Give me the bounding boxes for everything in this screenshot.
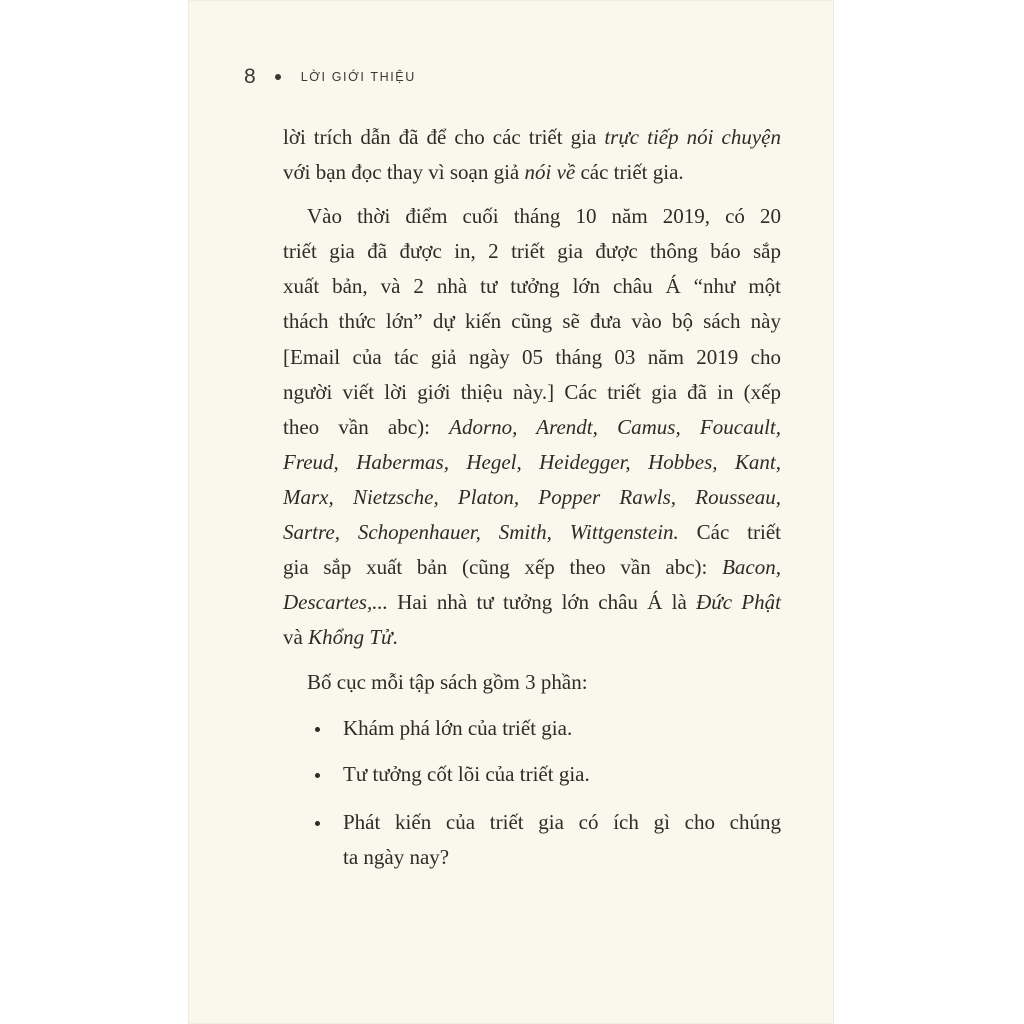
text-line: xuất bản, và 2 nhà tư tưởng lớn châu Á “như một [283, 274, 781, 298]
text-line: và Khổng Tử. [283, 625, 398, 649]
book-page [188, 0, 834, 1024]
text-line: Freud, Habermas, Hegel, Heidegger, Hobbes, Kant, [283, 450, 781, 474]
separator-dot-icon [275, 74, 281, 80]
text-line: Marx, Nietzsche, Platon, Popper Rawls, Rousseau, [283, 485, 781, 509]
text-line: người viết lời giới thiệu này.] Các triết gia đã in (xếp [283, 380, 781, 404]
bullet-icon [315, 727, 320, 732]
list-item-continuation: ta ngày nay? [343, 845, 450, 869]
section-title: LỜI GIỚI THIỆU [300, 70, 416, 84]
text-line: thách thức lớn” dự kiến cũng sẽ đưa vào bộ sách này [283, 309, 781, 333]
text-line: Vào thời điểm cuối tháng 10 năm 2019, có 20 [307, 204, 781, 228]
text-line: với bạn đọc thay vì soạn giả nói về các triết gia. [283, 160, 684, 184]
page-number: 8 [244, 65, 256, 88]
list-item: Khám phá lớn của triết gia. [343, 716, 573, 740]
text-line: theo vần abc): Adorno, Arendt, Camus, Foucault, [283, 415, 781, 439]
bullet-icon [315, 821, 320, 826]
list-item: Tư tưởng cốt lõi của triết gia. [343, 762, 590, 786]
text-line: [Email của tác giả ngày 05 tháng 03 năm 2019 cho [283, 345, 781, 369]
list-item: Phát kiến của triết gia có ích gì cho chúng [343, 810, 781, 834]
text-line: Descartes,... Hai nhà tư tưởng lớn châu Á là Đức Phật [283, 590, 781, 614]
text-line: Bố cục mỗi tập sách gồm 3 phần: [307, 670, 588, 694]
bullet-icon [315, 773, 320, 778]
text-line: lời trích dẫn đã để cho các triết gia trực tiếp nói chuyện [283, 125, 781, 149]
text-line: triết gia đã được in, 2 triết gia được thông báo sắp [283, 239, 781, 263]
text-line: gia sắp xuất bản (cũng xếp theo vần abc): Bacon, [283, 555, 781, 579]
text-line: Sartre, Schopenhauer, Smith, Wittgenstein. Các triết [283, 520, 782, 544]
running-head [244, 62, 416, 92]
